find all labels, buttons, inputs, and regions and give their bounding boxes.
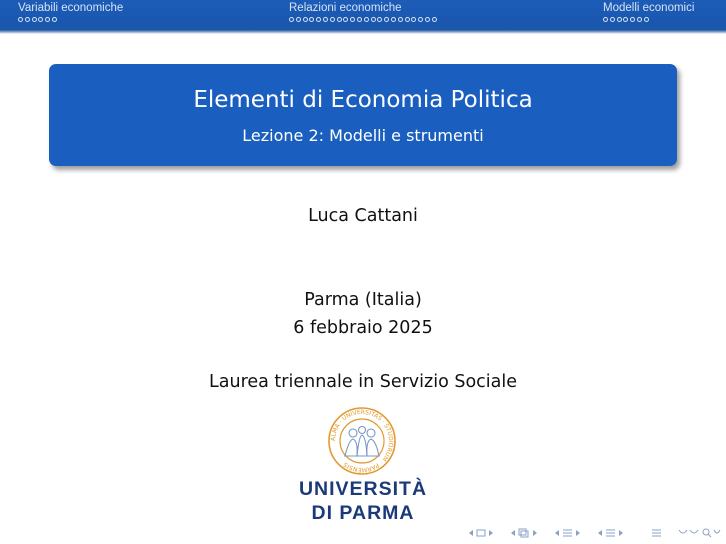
nav-slide-dot[interactable] bbox=[32, 17, 37, 22]
nav-slide-dot[interactable] bbox=[425, 17, 430, 22]
title-block bbox=[49, 64, 677, 166]
nav-slide-dot[interactable] bbox=[25, 17, 30, 22]
nav-slide-dot[interactable] bbox=[610, 17, 615, 22]
nav-slide-dot[interactable] bbox=[296, 17, 301, 22]
presentation-title: Elementi di Economia Politica bbox=[193, 87, 533, 113]
nav-slide-dot[interactable] bbox=[38, 17, 43, 22]
slide-navigation-icon bbox=[467, 527, 509, 539]
search-navigation-icon bbox=[677, 527, 721, 539]
nav-slide-dot[interactable] bbox=[603, 17, 608, 22]
nav-slide-dot[interactable] bbox=[52, 17, 57, 22]
nav-slide-dot[interactable] bbox=[337, 17, 342, 22]
nav-slide-dot[interactable] bbox=[644, 17, 649, 22]
nav-slide-dot[interactable] bbox=[364, 17, 369, 22]
presentation-subtitle: Lezione 2: Modelli e strumenti bbox=[242, 126, 484, 145]
nav-slide-dot[interactable] bbox=[303, 17, 308, 22]
presentation-date: 6 febbraio 2025 bbox=[293, 318, 433, 338]
subsection-navigation-icon bbox=[553, 527, 595, 539]
table-of-contents-icon bbox=[650, 527, 664, 539]
presentation-place: Parma (Italia) bbox=[304, 290, 422, 310]
nav-slide-dot[interactable] bbox=[623, 17, 628, 22]
nav-slide-dot[interactable] bbox=[391, 17, 396, 22]
nav-slide-dot[interactable] bbox=[330, 17, 335, 22]
nav-section-label: Modelli economici bbox=[603, 2, 695, 14]
institute-name: Laurea triennale in Servizio Sociale bbox=[209, 372, 517, 392]
nav-slide-dot[interactable] bbox=[316, 17, 321, 22]
nav-slide-dot[interactable] bbox=[323, 17, 328, 22]
nav-slide-dot[interactable] bbox=[371, 17, 376, 22]
nav-slide-dot[interactable] bbox=[617, 17, 622, 22]
nav-slide-dot[interactable] bbox=[432, 17, 437, 22]
nav-slide-dot[interactable] bbox=[630, 17, 635, 22]
logo-wordmark-line1: UNIVERSITÀ bbox=[298, 478, 428, 500]
nav-slide-dot[interactable] bbox=[18, 17, 23, 22]
nav-slide-dot[interactable] bbox=[384, 17, 389, 22]
logo-wordmark-line2: DI PARMA bbox=[311, 502, 415, 524]
nav-slide-dot[interactable] bbox=[637, 17, 642, 22]
nav-slide-dot[interactable] bbox=[357, 17, 362, 22]
university-logo bbox=[296, 406, 430, 526]
nav-frame-controls[interactable] bbox=[509, 526, 551, 540]
nav-slide-dots bbox=[18, 17, 123, 22]
nav-slide-dot[interactable] bbox=[45, 17, 50, 22]
nav-slide-dot[interactable] bbox=[343, 17, 348, 22]
nav-slide-dot[interactable] bbox=[411, 17, 416, 22]
nav-subsection-controls[interactable] bbox=[553, 526, 595, 540]
nav-slide-controls[interactable] bbox=[467, 526, 509, 540]
frame-navigation-icon bbox=[509, 527, 551, 539]
nav-section-modelli-economici[interactable] bbox=[603, 1, 694, 22]
seal-text: ALMA · UNIVERSITAS · STUDIORUM · PARMENSIS bbox=[329, 408, 395, 474]
nav-toc-button[interactable] bbox=[650, 526, 664, 540]
nav-slide-dot[interactable] bbox=[289, 17, 294, 22]
nav-slide-dot[interactable] bbox=[405, 17, 410, 22]
header-navigation-bar bbox=[0, 0, 726, 34]
nav-slide-dot[interactable] bbox=[309, 17, 314, 22]
nav-slide-dot[interactable] bbox=[350, 17, 355, 22]
nav-slide-dot[interactable] bbox=[377, 17, 382, 22]
university-seal-icon bbox=[327, 406, 397, 476]
nav-section-relazioni-economiche[interactable] bbox=[289, 1, 437, 22]
author-name: Luca Cattani bbox=[308, 206, 418, 226]
nav-section-variabili-economiche[interactable] bbox=[18, 1, 123, 22]
nav-slide-dots bbox=[289, 17, 437, 22]
section-navigation-icon bbox=[596, 527, 638, 539]
nav-search-controls[interactable] bbox=[677, 526, 721, 540]
nav-slide-dot[interactable] bbox=[418, 17, 423, 22]
nav-section-label: Variabili economiche bbox=[18, 2, 124, 14]
nav-slide-dot[interactable] bbox=[398, 17, 403, 22]
nav-section-controls[interactable] bbox=[596, 526, 638, 540]
nav-section-label: Relazioni economiche bbox=[289, 2, 402, 14]
nav-slide-dots bbox=[603, 17, 694, 22]
